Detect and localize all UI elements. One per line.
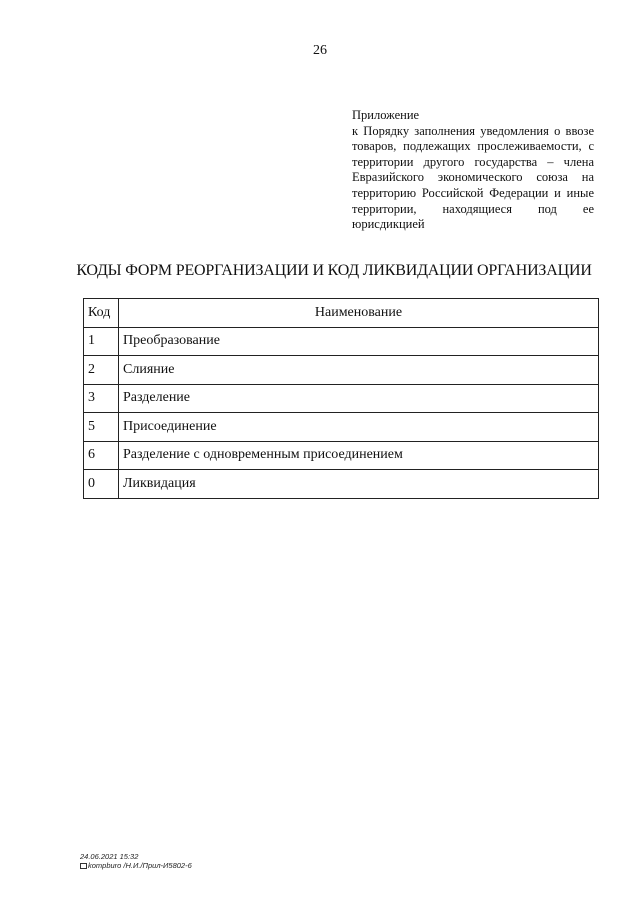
cell-name: Ликвидация — [119, 470, 599, 499]
footer-timestamp: 24.06.2021 15:32 — [80, 852, 139, 861]
column-header-name: Наименование — [119, 299, 599, 328]
table-row — [84, 470, 599, 499]
appendix-block — [352, 108, 594, 233]
footer-path: kompburo /Н.И./Прил-И5802-6 — [88, 861, 192, 870]
appendix-line: Евразийского экономического союза на — [352, 170, 594, 185]
cell-code: 2 — [84, 356, 119, 385]
table-row — [84, 384, 599, 413]
appendix-title: Приложение — [352, 108, 420, 122]
table-row — [84, 413, 599, 442]
table-header-row — [84, 299, 599, 328]
cell-code: 3 — [84, 384, 119, 413]
cell-code: 5 — [84, 413, 119, 442]
cell-name: Присоединение — [119, 413, 599, 442]
codes-table — [83, 298, 599, 499]
appendix-line: территорию Российской Федерации и иные — [352, 185, 594, 200]
table-row — [84, 327, 599, 356]
appendix-line: территории другого государства – члена — [352, 154, 594, 169]
appendix-line: товаров, подлежащих прослеживаемости, с — [352, 139, 594, 154]
cell-name: Разделение — [119, 384, 599, 413]
document-title: КОДЫ ФОРМ РЕОРГАНИЗАЦИИ И КОД ЛИКВИДАЦИИ ОРГАНИЗАЦИИ — [76, 262, 592, 279]
cell-name: Разделение с одновременным присоединением — [119, 441, 599, 470]
appendix-line: к Порядку заполнения уведомления о ввозе — [352, 123, 594, 138]
cell-code: 0 — [84, 470, 119, 499]
cell-name: Слияние — [119, 356, 599, 385]
file-icon — [80, 863, 87, 869]
print-footer — [80, 852, 192, 870]
page-number: 26 — [313, 43, 327, 58]
table-row — [84, 356, 599, 385]
footer-path-line — [80, 861, 192, 870]
cell-code: 6 — [84, 441, 119, 470]
cell-code: 1 — [84, 327, 119, 356]
column-header-code: Код — [84, 299, 119, 328]
table-row — [84, 441, 599, 470]
appendix-line: юрисдикцией — [352, 217, 425, 232]
appendix-line: территории, находящиеся под ее — [352, 201, 594, 216]
cell-name: Преобразование — [119, 327, 599, 356]
